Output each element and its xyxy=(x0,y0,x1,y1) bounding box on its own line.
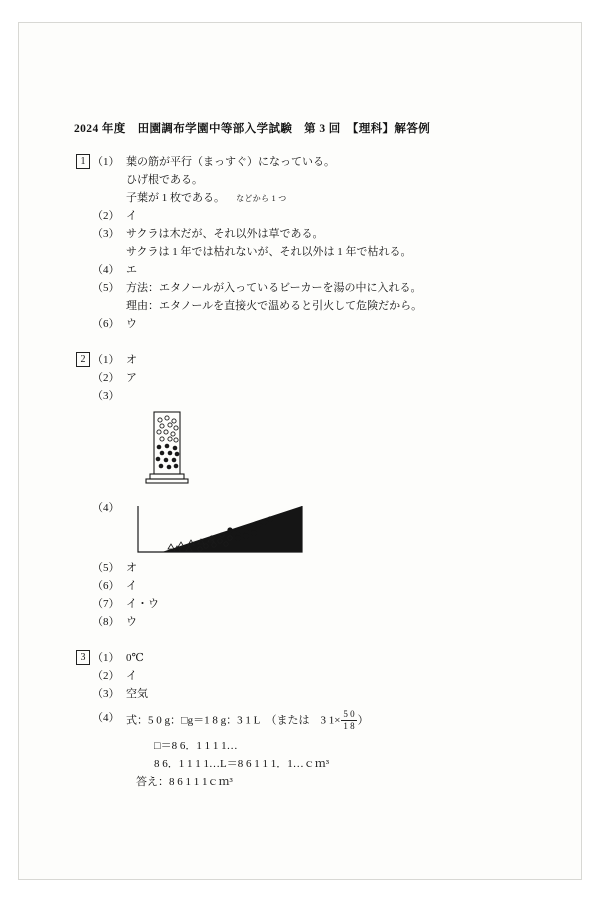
item-answer: イ xyxy=(126,670,137,683)
item-label: （3） xyxy=(92,390,120,403)
question-row xyxy=(74,578,574,596)
question-row xyxy=(74,388,574,406)
question-row xyxy=(74,614,574,632)
question-row xyxy=(74,226,574,244)
item-label: （2） xyxy=(92,372,120,385)
item-answer: ウ xyxy=(126,318,137,331)
formula-prefix: 式：5 0 g：□g＝1 8 g：3 1 L （または 3 1× xyxy=(126,714,341,727)
question-block-3 xyxy=(74,650,574,792)
item-label: （8） xyxy=(92,616,120,629)
fraction xyxy=(341,709,356,731)
item-answer: サクラは 1 年では枯れないが、それ以外は 1 年で枯れる。 xyxy=(126,246,412,259)
question-row xyxy=(74,710,574,732)
item-label: （1） xyxy=(92,354,120,367)
item-answer xyxy=(126,190,574,207)
item-answer: 空気 xyxy=(126,688,148,701)
item-label: （3） xyxy=(92,688,120,701)
answer-note xyxy=(220,194,237,203)
question-number: 2 xyxy=(74,352,92,368)
figure-cylinder-row xyxy=(74,406,574,494)
question-row xyxy=(74,686,574,704)
question-row xyxy=(74,280,574,298)
page-title: 2024 年度 田園調布学園中等部入学試験 第 3 回 【理科】解答例 xyxy=(74,123,431,135)
fraction-denominator: 1 8 xyxy=(343,720,355,731)
question-row xyxy=(74,370,574,388)
question-number: 3 xyxy=(74,650,92,666)
final-answer: 答え：8 6 1 1 1ｃｍ³ xyxy=(136,775,233,788)
item-answer: 葉の筋が平行（まっすぐ）になっている。 xyxy=(126,156,335,169)
question-row-cont xyxy=(74,738,574,756)
item-answer: ア xyxy=(126,372,137,385)
item-answer: 理由：エタノールを直接火で温めると引火して危険だから。 xyxy=(126,300,423,313)
item-answer: ウ xyxy=(126,616,137,629)
item-label: （1） xyxy=(92,156,120,169)
question-row xyxy=(74,262,574,280)
item-label: （4） xyxy=(92,712,120,725)
item-label: （4） xyxy=(92,264,120,277)
item-answer: 8 6．1 1 1 1…L＝8 6 1 1 1．1…ｃｍ³ xyxy=(154,757,330,770)
figure-ramp-row xyxy=(74,500,574,560)
item-label: （6） xyxy=(92,580,120,593)
item-label: （2） xyxy=(92,210,120,223)
item-label: （6） xyxy=(92,318,120,331)
item-label: （5） xyxy=(92,282,120,295)
answer-note-text: などから 1 つ xyxy=(236,194,287,204)
question-block-2 xyxy=(74,352,574,632)
item-formula xyxy=(126,710,574,732)
question-number: 1 xyxy=(74,154,92,170)
item-label: （5） xyxy=(92,562,120,575)
question-row-cont xyxy=(74,244,574,262)
question-row-cont xyxy=(74,774,574,792)
item-answer: イ xyxy=(126,210,137,223)
answer-text: 子葉が 1 枚である。 xyxy=(126,192,220,205)
item-answer: オ xyxy=(126,354,137,367)
question-row xyxy=(74,316,574,334)
item-label: （7） xyxy=(92,598,120,611)
ramp-with-particles-figure xyxy=(134,500,314,560)
document-content xyxy=(74,121,574,796)
question-row xyxy=(74,560,574,578)
question-row-cont xyxy=(74,190,574,208)
formula-suffix: ） xyxy=(357,714,369,727)
item-answer: ひげ根である。 xyxy=(126,174,203,187)
item-label: （4） xyxy=(92,502,120,515)
question-row xyxy=(74,668,574,686)
item-label: （2） xyxy=(92,670,120,683)
item-label: （3） xyxy=(92,228,120,241)
question-row xyxy=(74,650,574,668)
question-row-cont xyxy=(74,756,574,774)
question-block-1 xyxy=(74,154,574,334)
item-label: （1） xyxy=(92,652,120,665)
section-gap xyxy=(74,338,574,352)
question-row-cont xyxy=(74,298,574,316)
paper-sheet xyxy=(18,22,582,880)
cylinder-with-bubbles-figure xyxy=(140,406,200,494)
question-row-cont xyxy=(74,172,574,190)
question-row xyxy=(74,154,574,172)
item-answer: 0℃ xyxy=(126,652,144,665)
question-row xyxy=(74,352,574,370)
question-row xyxy=(74,208,574,226)
item-answer: エ xyxy=(126,264,137,277)
item-answer: オ xyxy=(126,562,137,575)
question-row xyxy=(74,596,574,614)
item-answer: 方法：エタノールが入っているビーカーを湯の中に入れる。 xyxy=(126,282,422,295)
item-answer: イ xyxy=(126,580,137,593)
fraction-numerator: 5 0 xyxy=(343,709,355,720)
item-answer: イ・ウ xyxy=(126,598,159,611)
item-answer: □＝8 6．1 1 1 1… xyxy=(154,739,238,752)
item-answer: サクラは木だが、それ以外は草である。 xyxy=(126,228,324,241)
section-gap xyxy=(74,636,574,650)
